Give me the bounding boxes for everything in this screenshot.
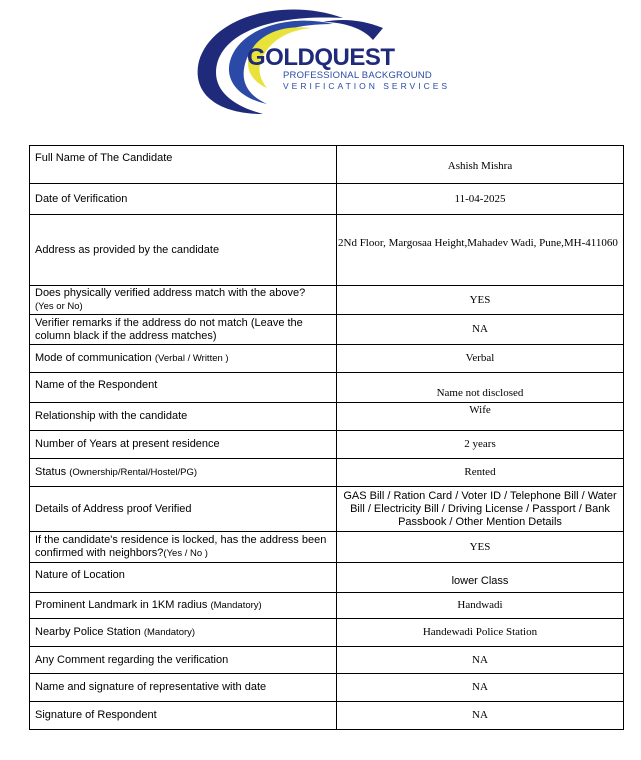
table-row <box>30 563 624 593</box>
row-value: Name not disclosed <box>337 373 624 403</box>
row-value: Handewadi Police Station <box>337 619 624 647</box>
row-value: NA <box>337 702 624 730</box>
row-value: 2Nd Floor, Margosaa Height,Mahadev Wadi, Pune,MH-411060 <box>337 215 624 286</box>
row-value: NA <box>337 315 624 345</box>
table-row <box>30 702 624 730</box>
row-label: Name and signature of representative with date <box>30 674 337 702</box>
table-row <box>30 184 624 215</box>
table-row <box>30 146 624 184</box>
row-label: Date of Verification <box>30 184 337 215</box>
row-value: GAS Bill / Ration Card / Voter ID / Telephone Bill / Water Bill / Electricity Bill / Driving License / Passport / Bank Passbook / Other Mention Details <box>337 487 624 532</box>
table-row <box>30 674 624 702</box>
table-row <box>30 593 624 619</box>
table-row <box>30 487 624 532</box>
row-value: Rented <box>337 459 624 487</box>
row-value: Handwadi <box>337 593 624 619</box>
verification-table <box>29 145 624 730</box>
row-value: 11-04-2025 <box>337 184 624 215</box>
row-value: Wife <box>337 403 624 431</box>
row-label: If the candidate's residence is locked, has the address been confirmed with neighbors?(Yes / No ) <box>30 532 337 563</box>
row-label: Status (Ownership/Rental/Hostel/PG) <box>30 459 337 487</box>
row-label: Relationship with the candidate <box>30 403 337 431</box>
table-row <box>30 647 624 674</box>
table-row <box>30 431 624 459</box>
row-value: YES <box>337 286 624 315</box>
row-value: NA <box>337 674 624 702</box>
row-label: Address as provided by the candidate <box>30 215 337 286</box>
row-label: Nature of Location <box>30 563 337 593</box>
table-row <box>30 532 624 563</box>
row-label: Mode of communication (Verbal / Written ) <box>30 345 337 373</box>
table-row <box>30 403 624 431</box>
table-row <box>30 459 624 487</box>
row-value: Verbal <box>337 345 624 373</box>
logo-tagline-1: PROFESSIONAL BACKGROUND <box>283 70 432 81</box>
row-value: NA <box>337 647 624 674</box>
row-label: Nearby Police Station (Mandatory) <box>30 619 337 647</box>
row-value: lower Class <box>337 563 624 593</box>
row-label: Prominent Landmark in 1KM radius (Mandatory) <box>30 593 337 619</box>
table-row <box>30 315 624 345</box>
row-label: Does physically verified address match with the above? (Yes or No) <box>30 286 337 315</box>
row-value: YES <box>337 532 624 563</box>
logo-wordmark: GOLDQUEST <box>247 44 395 71</box>
table-row <box>30 286 624 315</box>
table-row <box>30 215 624 286</box>
row-label: Details of Address proof Verified <box>30 487 337 532</box>
row-label: Full Name of The Candidate <box>30 146 337 184</box>
goldquest-logo <box>193 6 463 124</box>
row-label: Signature of Respondent <box>30 702 337 730</box>
row-label: Verifier remarks if the address do not match (Leave the column black if the address matches) <box>30 315 337 345</box>
table-row <box>30 373 624 403</box>
row-label: Number of Years at present residence <box>30 431 337 459</box>
row-label: Any Comment regarding the verification <box>30 647 337 674</box>
row-label: Name of the Respondent <box>30 373 337 403</box>
table-row <box>30 345 624 373</box>
row-value: 2 years <box>337 431 624 459</box>
logo-tagline-2: VERIFICATION SERVICES <box>283 81 451 91</box>
table-row <box>30 619 624 647</box>
row-value: Ashish Mishra <box>337 146 624 184</box>
